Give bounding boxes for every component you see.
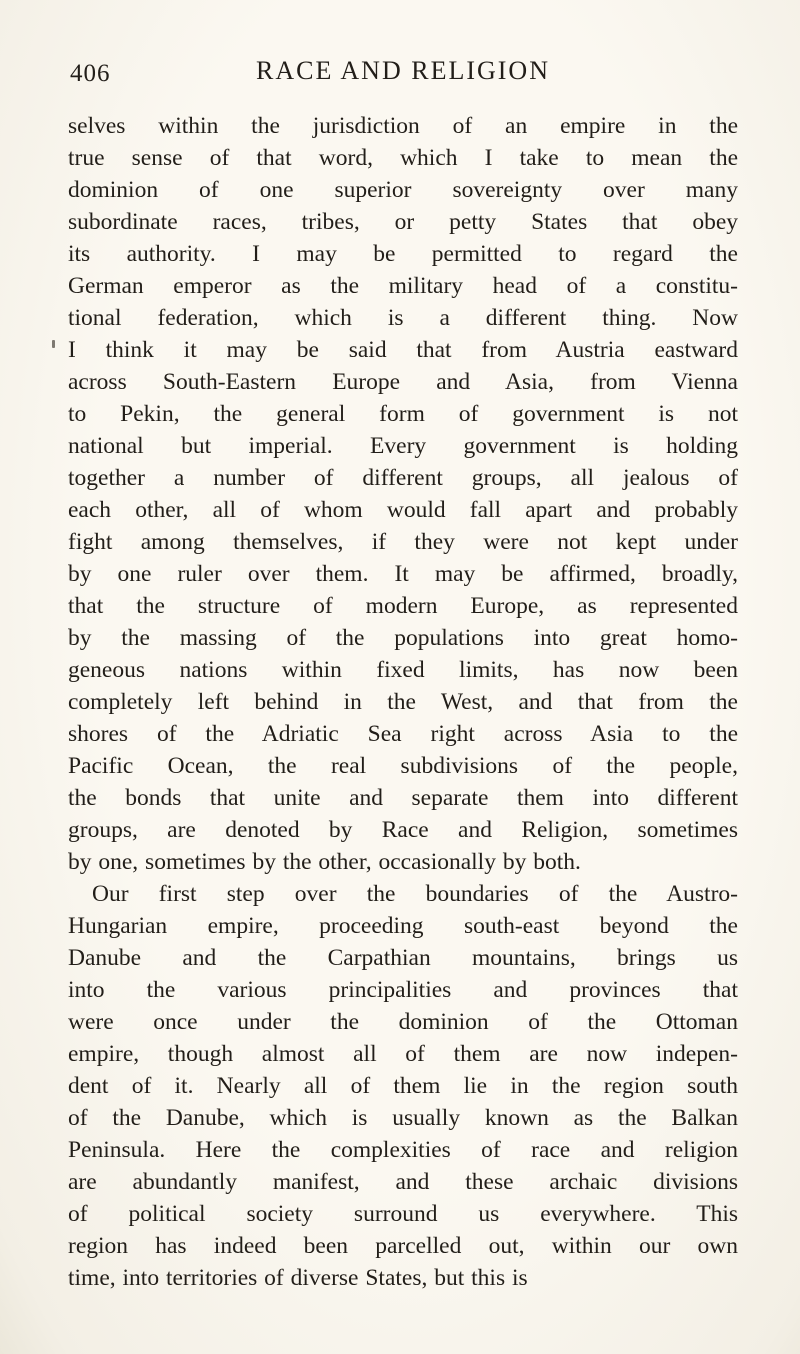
- text-line: region has indeed been parcelled out, within our own: [68, 1233, 738, 1259]
- text-line: each other, all of whom would fall apart and probably: [68, 497, 738, 523]
- text-line: by the massing of the populations into great homo-: [68, 625, 738, 651]
- text-line: true sense of that word, which I take to mean the: [68, 145, 738, 171]
- text-line: subordinate races, tribes, or petty States that obey: [68, 209, 738, 235]
- text-line: Our first step over the boundaries of the Austro-: [92, 881, 738, 907]
- text-line: the bonds that unite and separate them into different: [68, 785, 738, 811]
- text-line: shores of the Adriatic Sea right across Asia to the: [68, 721, 738, 747]
- text-line: completely left behind in the West, and that from the: [68, 689, 738, 715]
- text-line: of political society surround us everywhere. This: [68, 1201, 738, 1227]
- text-line: to Pekin, the general form of government is not: [68, 401, 738, 427]
- text-line: by one, sometimes by the other, occasionally by both.: [68, 849, 581, 875]
- text-line: Peninsula. Here the complexities of race and religion: [68, 1137, 738, 1163]
- text-line: I think it may be said that from Austria eastward: [68, 337, 738, 363]
- scan-artifact: [52, 340, 55, 348]
- text-line: groups, are denoted by Race and Religion, sometimes: [68, 817, 738, 843]
- text-line: by one ruler over them. It may be affirmed, broadly,: [68, 561, 738, 587]
- text-line: empire, though almost all of them are now indepen-: [68, 1041, 738, 1067]
- running-title: RACE AND RELIGION: [256, 56, 550, 85]
- text-line: were once under the dominion of the Ottoman: [68, 1009, 738, 1035]
- text-line: together a number of different groups, all jealous of: [68, 465, 738, 491]
- text-line: fight among themselves, if they were not kept under: [68, 529, 738, 555]
- text-line: dent of it. Nearly all of them lie in the region south: [68, 1073, 738, 1099]
- paragraph: [68, 878, 738, 1294]
- text-line: across South-Eastern Europe and Asia, from Vienna: [68, 369, 738, 395]
- text-line: Pacific Ocean, the real subdivisions of the people,: [68, 753, 738, 779]
- paragraph: [68, 110, 738, 878]
- page-body: [68, 110, 738, 1294]
- text-line: of the Danube, which is usually known as the Balkan: [68, 1105, 738, 1131]
- text-line: national but imperial. Every government is holding: [68, 433, 738, 459]
- text-line: its authority. I may be permitted to regard the: [68, 241, 738, 267]
- text-line: geneous nations within fixed limits, has now been: [68, 657, 738, 683]
- page-header: [68, 54, 738, 94]
- text-line: time, into territories of diverse States, but this is: [68, 1265, 528, 1291]
- text-line: dominion of one superior sovereignty over many: [68, 177, 738, 203]
- text-line: tional federation, which is a different thing. Now: [68, 305, 738, 331]
- text-line: Hungarian empire, proceeding south-east beyond the: [68, 913, 738, 939]
- text-line: selves within the jurisdiction of an empire in the: [68, 113, 738, 139]
- text-line: Danube and the Carpathian mountains, brings us: [68, 945, 738, 971]
- page-number: 406: [70, 60, 111, 87]
- text-line: into the various principalities and provinces that: [68, 977, 738, 1003]
- text-line: German emperor as the military head of a constitu-: [68, 273, 738, 299]
- text-line: are abundantly manifest, and these archaic divisions: [68, 1169, 738, 1195]
- text-line: that the structure of modern Europe, as represented: [68, 593, 738, 619]
